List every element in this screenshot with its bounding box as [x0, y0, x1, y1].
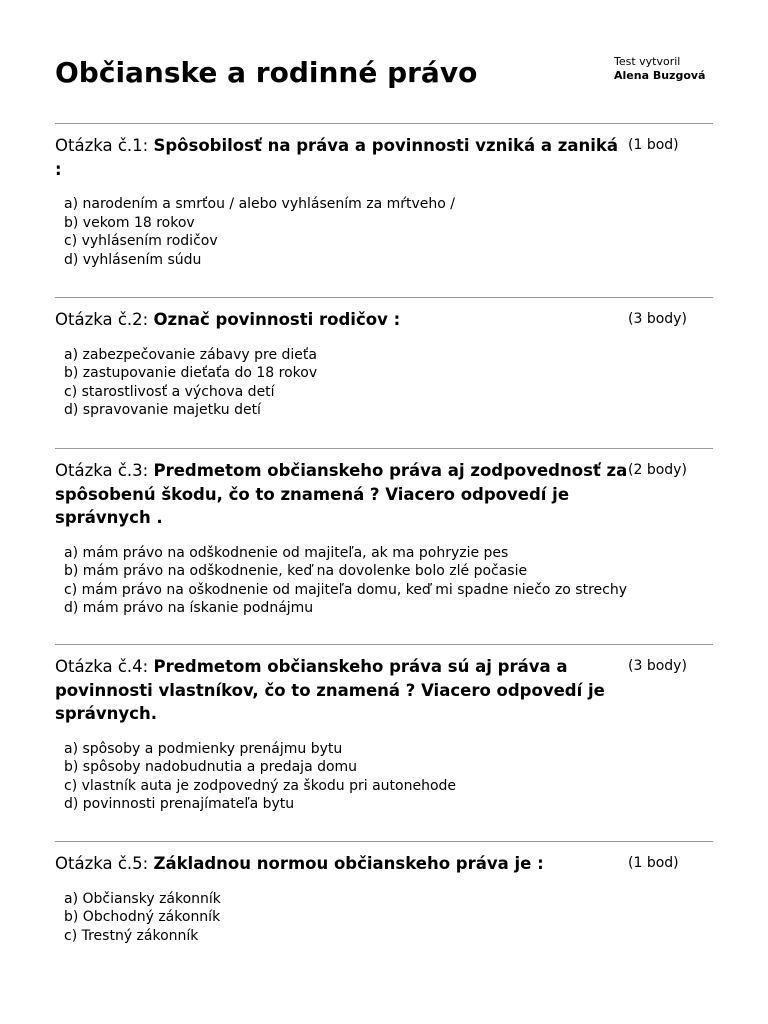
question-number: Otázka č.5: [55, 854, 149, 873]
question-text: Predmetom občianskeho práva sú aj práva a povinnosti vlastníkov, čo to znamená ? Viacero odpovedí je správnych. [55, 657, 605, 723]
question-3 [55, 449, 713, 644]
answer-option: b) spôsoby nadobudnutia a predaja domu [64, 759, 358, 776]
question-points: (3 body) [628, 658, 687, 674]
question-points: (3 body) [628, 311, 687, 327]
author-label: Test vytvoril [614, 55, 681, 68]
answer-option: a) spôsoby a podmienky prenájmu bytu [64, 740, 343, 757]
answer-option: b) vekom 18 rokov [64, 214, 195, 231]
answer-option: a) zabezpečovanie zábavy pre dieťa [64, 346, 317, 363]
author-name: Alena Buzgová [614, 69, 706, 82]
answer-option: c) mám právo na oškodnenie od majiteľa domu, keď mi spadne niečo zo strechy [64, 581, 627, 598]
question-number: Otázka č.1: [55, 136, 149, 155]
question-points: (2 body) [628, 462, 687, 478]
answer-option: b) zastupovanie dieťaťa do 18 rokov [64, 365, 318, 382]
answer-option: c) vyhlásením rodičov [64, 233, 218, 250]
question-number: Otázka č.2: [55, 310, 149, 329]
question-5 [55, 842, 713, 945]
question-text: Spôsobilosť na práva a povinnosti vzniká a zaniká : [55, 136, 619, 179]
author-block [614, 55, 705, 83]
question-1 [55, 124, 713, 297]
document-header [55, 0, 713, 123]
question-points: (1 bod) [628, 855, 679, 871]
answer-list [55, 890, 713, 946]
answer-option: d) vyhlásením súdu [64, 251, 202, 268]
answer-option: c) vlastník auta je zodpovedný za škodu pri autonehode [64, 777, 457, 794]
question-text: Predmetom občianskeho práva aj zodpovednosť za spôsobenú škodu, čo to znamená ? Viacero odpovedí je správnych . [55, 461, 628, 527]
answer-option: a) mám právo na odškodnenie od majiteľa, ak ma pohryzie pes [64, 544, 509, 561]
question-heading [55, 134, 630, 181]
question-heading [55, 459, 630, 530]
question-text: Základnou normou občianskeho práva je : [153, 854, 544, 873]
answer-option: b) mám právo na odškodnenie, keď na dovolenke bolo zlé počasie [64, 563, 528, 580]
question-number: Otázka č.4: [55, 657, 149, 676]
question-text: Označ povinnosti rodičov : [153, 310, 401, 329]
answer-list [55, 195, 713, 269]
test-page [55, 0, 713, 945]
answer-list [55, 346, 713, 420]
answer-list [55, 740, 713, 814]
question-4 [55, 645, 713, 841]
question-heading [55, 655, 630, 726]
question-number: Otázka č.3: [55, 461, 149, 480]
answer-option: a) narodením a smrťou / alebo vyhlásením za mŕtveho / [64, 196, 455, 212]
answer-option: d) mám právo na ískanie podnájmu [64, 600, 314, 617]
answer-option: c) starostlivosť a výchova detí [64, 383, 275, 400]
answer-list [55, 544, 713, 618]
answer-option: a) Občiansky zákonník [64, 890, 221, 907]
question-2 [55, 298, 713, 448]
question-points: (1 bod) [628, 137, 679, 153]
answer-option: d) povinnosti prenajímateľa bytu [64, 796, 295, 813]
answer-option: c) Trestný zákonník [64, 927, 199, 944]
answer-option: d) spravovanie majetku detí [64, 402, 261, 419]
answer-option: b) Obchodný zákonník [64, 909, 221, 926]
document-title: Občianske a rodinné právo [55, 56, 478, 89]
question-heading [55, 308, 630, 332]
question-heading [55, 852, 630, 876]
